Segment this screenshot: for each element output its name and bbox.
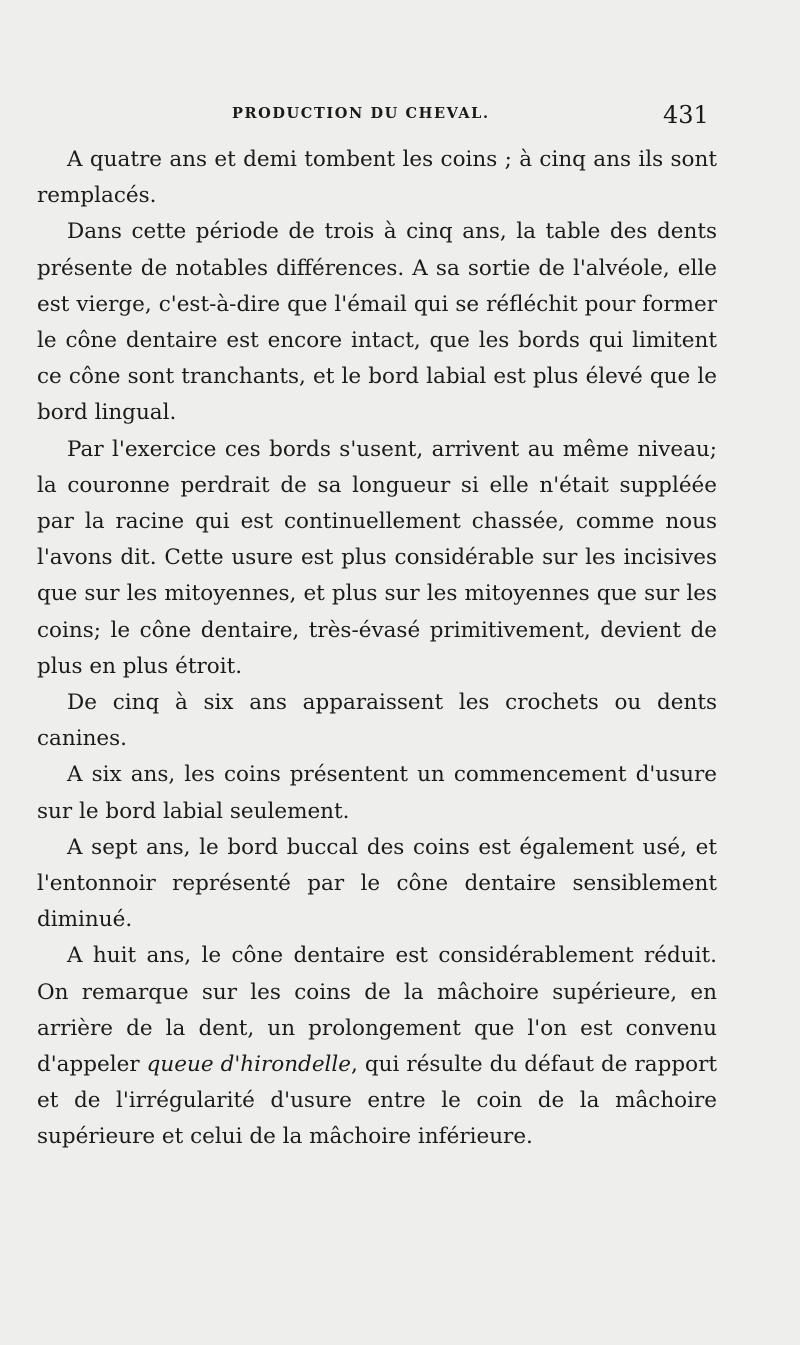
paragraph-7-text-after: , qui résulte du défaut de rapport et de l'irrégularité d'usure entre le coin de la mâchoire supérieure et celui de la mâchoire inférieure.: [37, 1052, 718, 1150]
running-title: PRODUCTION DU CHEVAL.: [232, 105, 490, 122]
paragraph-2: Dans cette période de trois à cinq ans, la table des dents présente de notables différences. A sa sortie de l'alvéole, elle est vierge, c'est-à-dire que l'émail qui se réfléchit pour former le cône dentaire est encore intact, que les bords qui limitent ce cône sont tranchants, et le bord labial est plus élevé que le bord lingual.: [37, 219, 717, 426]
paragraph-4: De cinq à six ans apparaissent les crochets ou dents canines.: [37, 690, 717, 752]
page-header: [0, 103, 800, 133]
paragraph-5: A six ans, les coins présentent un commencement d'usure sur le bord labial seulement.: [37, 762, 717, 824]
paragraph-7-text-before: A huit ans, le cône dentaire est considérablement réduit. On remarque sur les coins de la mâchoire supérieure, en arrière de la dent, un prolongement que l'on est convenu d'appeler: [37, 943, 717, 1078]
italic-term: queue d'hirondelle: [146, 1052, 352, 1078]
paragraph-6: A sept ans, le bord buccal des coins est également usé, et l'entonnoir représenté par le cône dentaire sensiblement diminué.: [37, 834, 717, 933]
paragraph-7: [37, 938, 717, 1155]
page-number: 431: [663, 101, 709, 129]
body-text: [37, 142, 717, 1156]
paragraph-3: Par l'exercice ces bords s'usent, arrivent au même niveau; la couronne perdrait de sa longueur si elle n'était suppléée par la racine qui est continuellement chassée, comme nous l'avons dit. Cette usure est plus considérable sur les incisives que sur les mitoyennes, et plus sur les mitoyennes que sur les coins; le cône dentaire, très-évasé primitivement, devient de plus en plus étroit.: [37, 436, 717, 679]
paragraph-1: A quatre ans et demi tombent les coins ; à cinq ans ils sont remplacés.: [37, 147, 717, 209]
